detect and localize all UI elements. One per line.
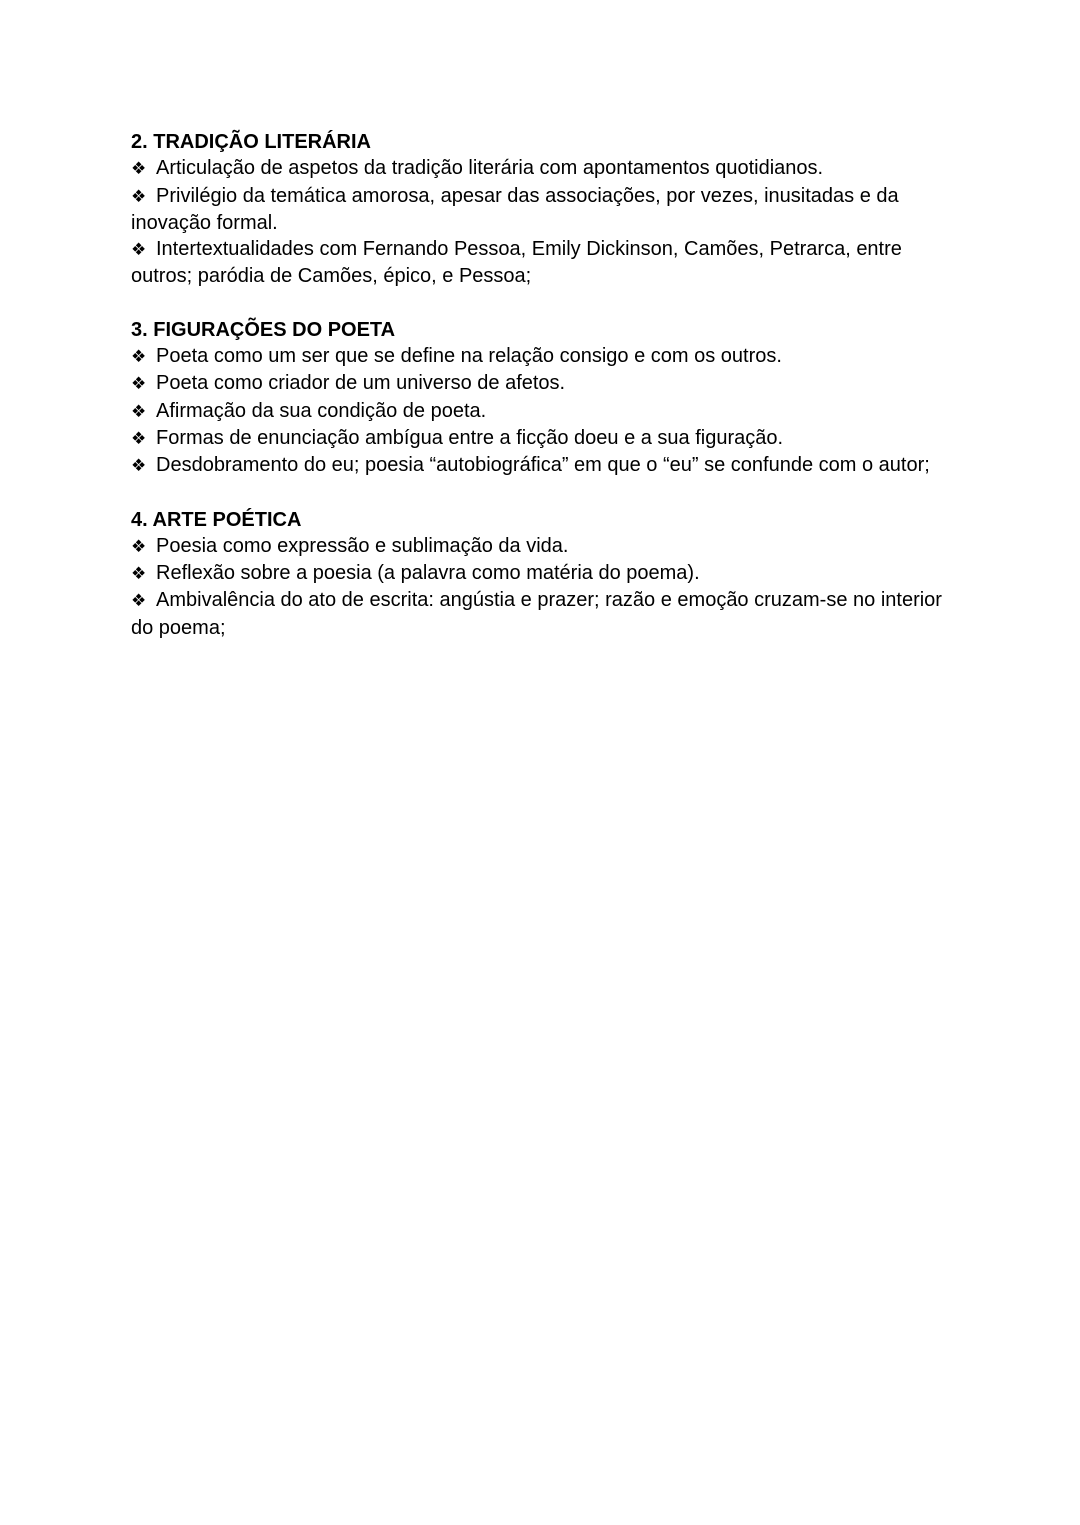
diamond-bullet-icon: ❖: [131, 240, 147, 260]
list-item: [131, 533, 961, 560]
section-heading: 2. TRADIÇÃO LITERÁRIA: [131, 131, 371, 153]
list-item-text: Poeta como um ser que se define na relação consigo e com os outros.: [156, 345, 782, 368]
list-item: [131, 425, 961, 452]
section-arte-poetica: [131, 507, 961, 641]
list-item: [131, 587, 961, 641]
list-item-text: Articulação de aspetos da tradição literária com apontamentos quotidianos.: [156, 157, 824, 180]
diamond-bullet-icon: ❖: [131, 374, 147, 394]
diamond-bullet-icon: ❖: [131, 186, 147, 206]
section-heading: 3. FIGURAÇÕES DO POETA: [131, 318, 396, 341]
diamond-bullet-icon: ❖: [131, 401, 147, 421]
list-item-text: Poeta como criador de um universo de afetos.: [156, 372, 566, 395]
list-item-text: Poesia como expressão e sublimação da vida.: [156, 534, 569, 557]
list-item-text: Privilégio da temática amorosa, apesar das associações, por vezes, inusitadas e da inovação formal.: [131, 184, 899, 234]
list-item-text: Intertextualidades com Fernando Pessoa, Emily Dickinson, Camões, Petrarca, entre outros; paródia de Camões, épico, e Pessoa;: [131, 238, 902, 288]
list-item: [131, 452, 961, 479]
list-item-text: Reflexão sobre a poesia (a palavra como matéria do poema).: [156, 562, 700, 585]
list-item: [131, 183, 961, 237]
diamond-bullet-icon: ❖: [131, 456, 147, 476]
list-item: [131, 398, 961, 425]
diamond-bullet-icon: ❖: [131, 564, 147, 584]
diamond-bullet-icon: ❖: [131, 591, 147, 611]
section-tradicao-literaria: [131, 129, 961, 290]
diamond-bullet-icon: ❖: [131, 536, 147, 556]
list-item: [131, 343, 961, 370]
list-item: [131, 560, 961, 587]
diamond-bullet-icon: ❖: [131, 347, 147, 367]
list-item: [131, 155, 961, 182]
list-item-text: Desdobramento do eu; poesia “autobiográfica” em que o “eu” se confunde com o autor;: [156, 454, 930, 477]
list-item: [131, 370, 961, 397]
list-item-text: Formas de enunciação ambígua entre a ficção doeu e a sua figuração.: [156, 426, 784, 449]
section-figuracoes-do-poeta: [131, 317, 961, 480]
list-item: [131, 236, 961, 290]
list-item-text: Ambivalência do ato de escrita: angústia e prazer; razão e emoção cruzam-se no interior do poema;: [131, 589, 942, 639]
section-heading: 4. ARTE POÉTICA: [131, 508, 302, 531]
diamond-bullet-icon: ❖: [131, 159, 147, 179]
diamond-bullet-icon: ❖: [131, 428, 147, 448]
document-page: [131, 129, 961, 668]
list-item-text: Afirmação da sua condição de poeta.: [156, 399, 487, 422]
